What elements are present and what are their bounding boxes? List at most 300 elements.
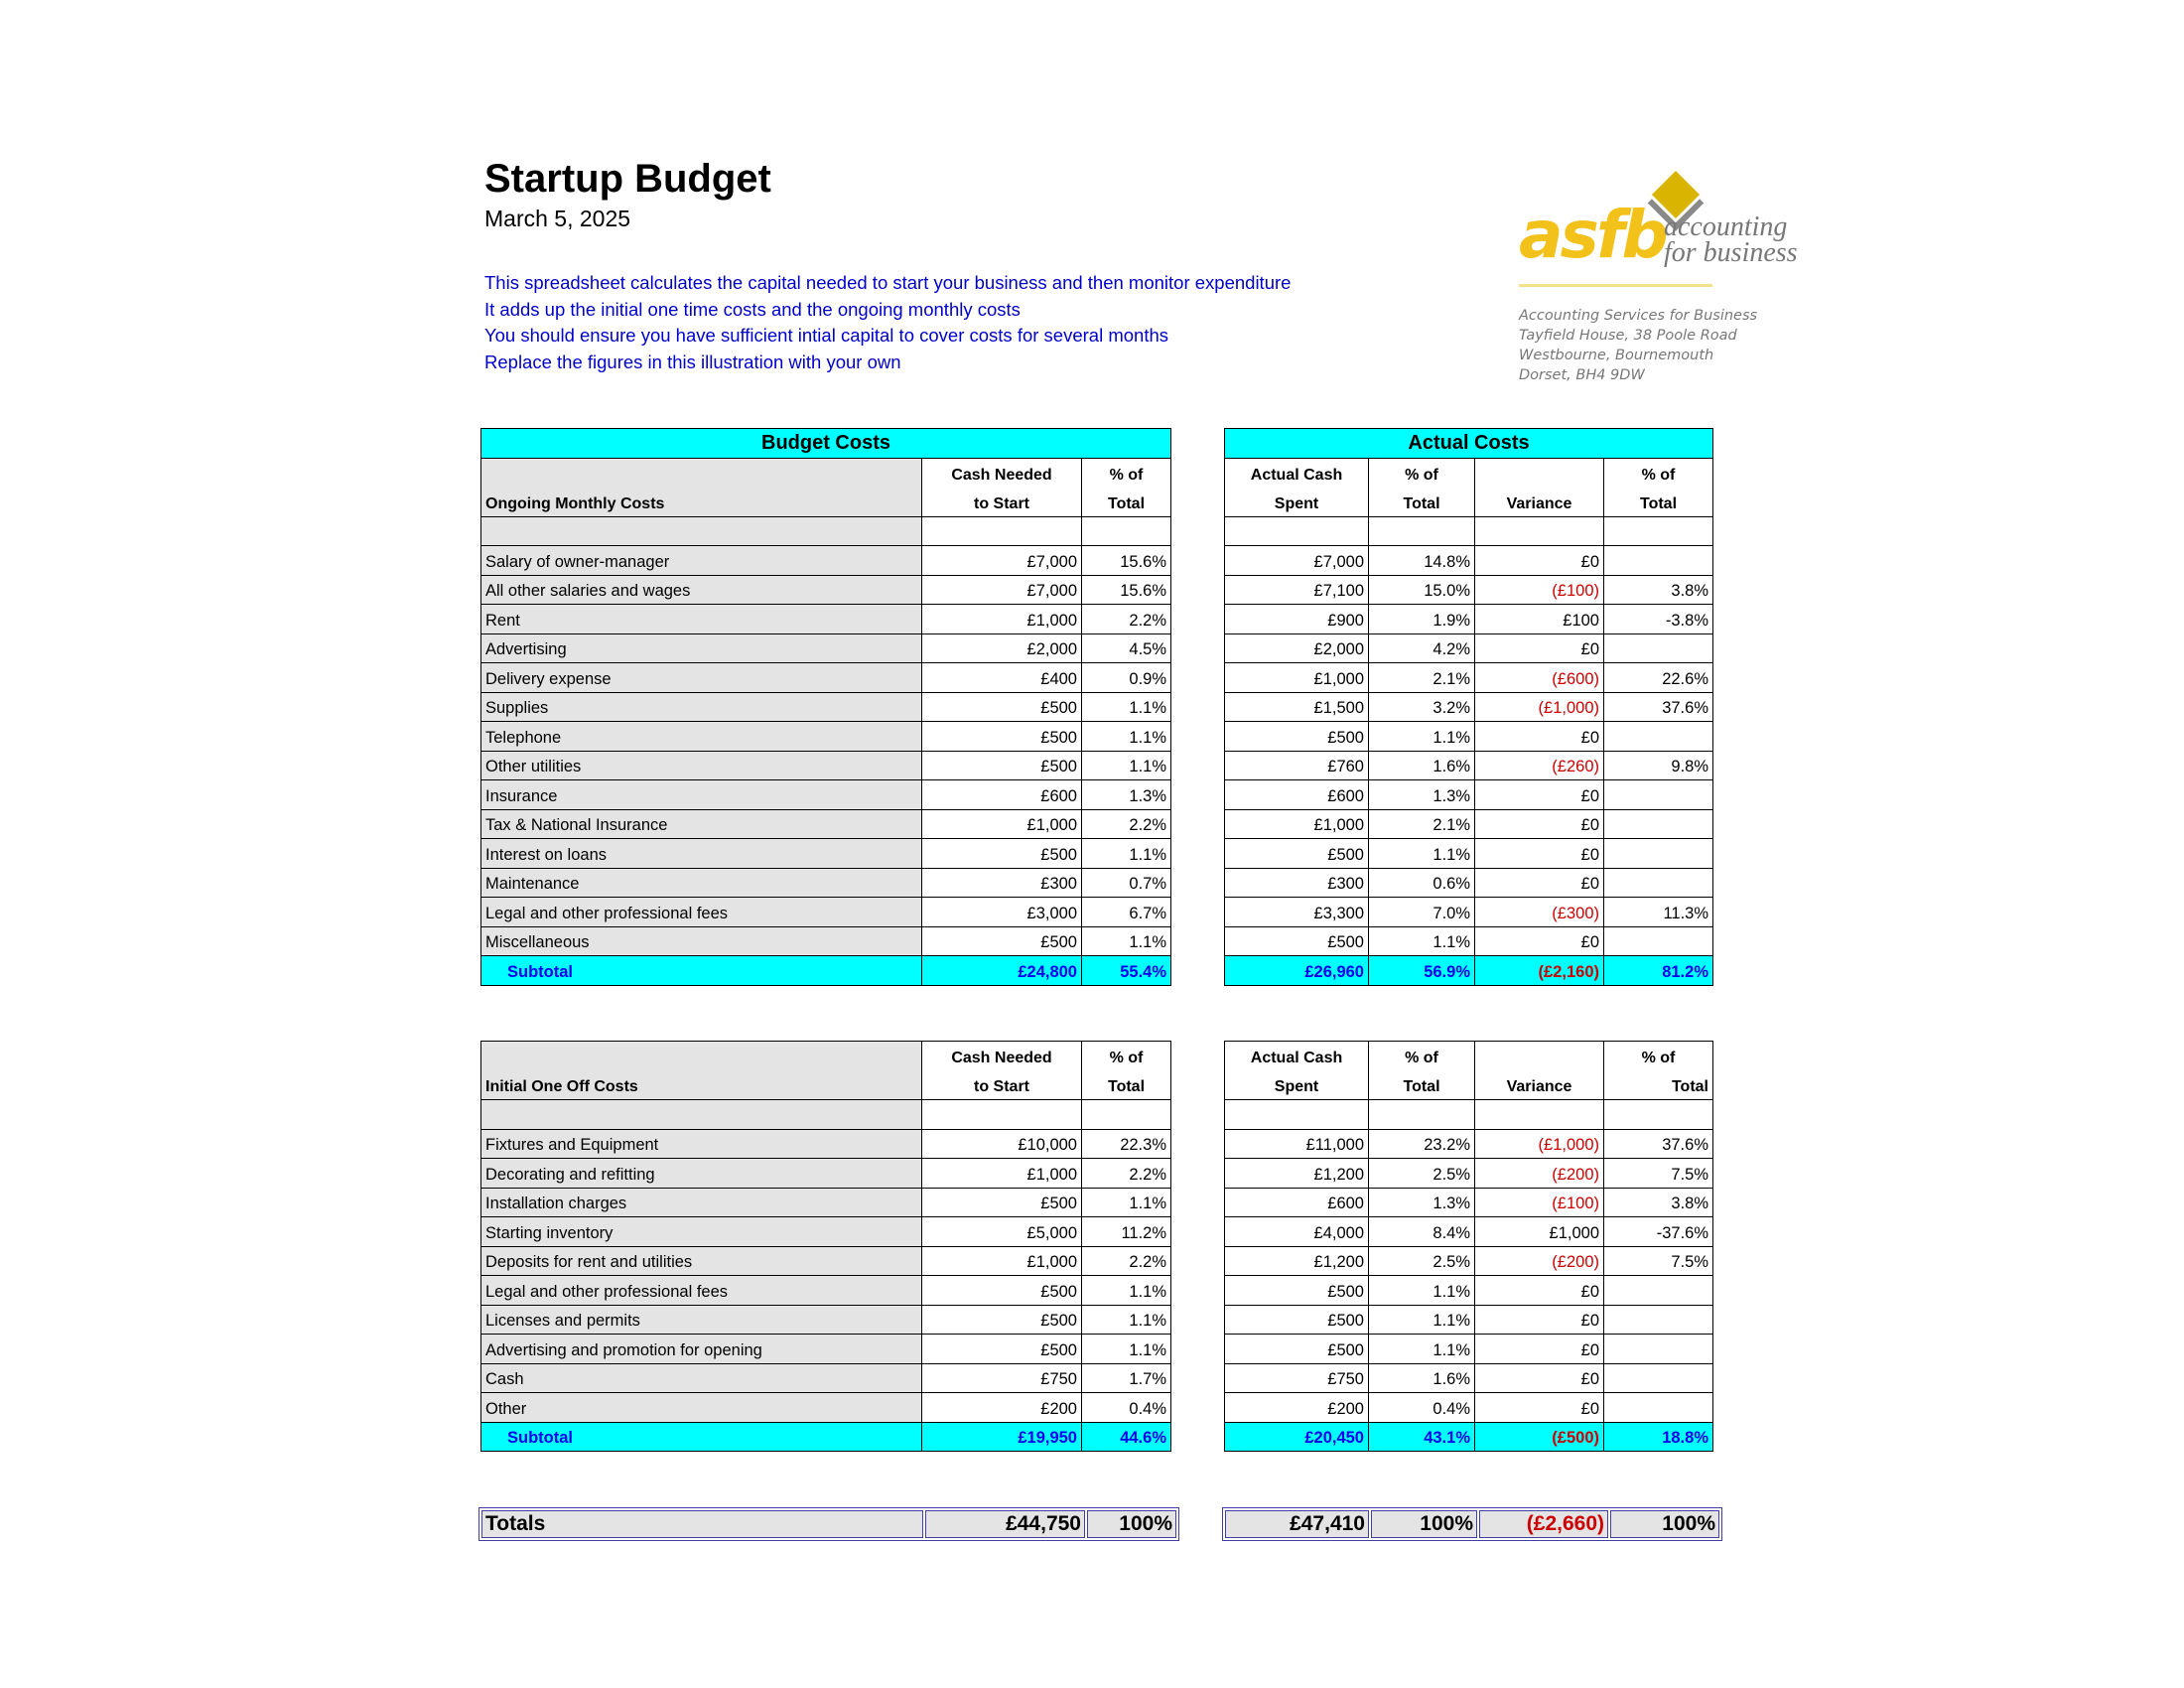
- page-date: March 5, 2025: [484, 206, 631, 231]
- cost-item-label: Tax & National Insurance: [481, 809, 922, 839]
- actual-pct-value: 8.4%: [1369, 1217, 1475, 1247]
- header-blank: [481, 458, 922, 488]
- table-row: [481, 1276, 1171, 1306]
- col-to-start: to Start: [922, 1070, 1082, 1100]
- variance-value: £100: [1475, 605, 1604, 634]
- col-to-start: to Start: [922, 488, 1082, 517]
- cost-item-label: Fixtures and Equipment: [481, 1129, 922, 1159]
- cash-needed-value: £500: [922, 839, 1082, 869]
- logo-address-line: Westbourne, Bournemouth: [1519, 348, 1714, 363]
- cash-needed-value: £2,000: [922, 633, 1082, 663]
- actual-pct-value: 15.0%: [1369, 575, 1475, 605]
- budget-pct-value: 15.6%: [1082, 575, 1171, 605]
- actual-cash-value: £500: [1225, 1276, 1369, 1306]
- variance-value: £0: [1475, 868, 1604, 898]
- budget-pct-value: 2.2%: [1082, 605, 1171, 634]
- table-row: [1225, 898, 1713, 927]
- spacer-cell: [1225, 1100, 1369, 1130]
- cost-item-label: Subtotal: [481, 1422, 922, 1452]
- variance-value: £0: [1475, 809, 1604, 839]
- actual-pct-value: 1.9%: [1369, 605, 1475, 634]
- actual-pct-value: 1.1%: [1369, 1305, 1475, 1335]
- variance-value: £1,000: [1475, 1217, 1604, 1247]
- table-row: [481, 839, 1171, 869]
- logo-tagline-line: accounting: [1664, 211, 1788, 242]
- actual-cash-value: £4,000: [1225, 1217, 1369, 1247]
- actual-cash-value: £2,000: [1225, 633, 1369, 663]
- cost-item-label: Insurance: [481, 780, 922, 810]
- table-row: [481, 898, 1171, 927]
- col-pct: % of: [1604, 1042, 1713, 1071]
- table-row: [481, 546, 1171, 576]
- actual-cash-value: £500: [1225, 1305, 1369, 1335]
- cash-needed-value: £500: [922, 751, 1082, 780]
- table-row: [1225, 633, 1713, 663]
- budget-pct-value: 44.6%: [1082, 1422, 1171, 1452]
- variance-pct-value: [1604, 926, 1713, 956]
- actual-pct-value: 1.1%: [1369, 722, 1475, 752]
- budget-pct-value: 1.1%: [1082, 1188, 1171, 1217]
- variance-pct-value: 81.2%: [1604, 956, 1713, 986]
- actual-pct-value: 1.1%: [1369, 926, 1475, 956]
- budget-pct-value: 1.1%: [1082, 926, 1171, 956]
- budget-totals-row: [478, 1507, 1179, 1541]
- section-label: Initial One Off Costs: [481, 1070, 922, 1100]
- variance-value: (£100): [1475, 1188, 1604, 1217]
- col-total: Total: [1082, 488, 1171, 517]
- budget-pct-value: 1.3%: [1082, 780, 1171, 810]
- table-row: [1225, 868, 1713, 898]
- variance-pct-value: 18.8%: [1604, 1422, 1713, 1452]
- variance-pct-value: 37.6%: [1604, 692, 1713, 722]
- variance-value: (£500): [1475, 1422, 1604, 1452]
- actual-cash-value: £500: [1225, 839, 1369, 869]
- cost-item-label: Other utilities: [481, 751, 922, 780]
- variance-value: (£1,000): [1475, 692, 1604, 722]
- variance-pct-value: 9.8%: [1604, 751, 1713, 780]
- table-row: [1225, 546, 1713, 576]
- table-row: [481, 751, 1171, 780]
- actual-cash-value: £500: [1225, 1335, 1369, 1364]
- intro-line: This spreadsheet calculates the capital needed to start your business and then monitor expenditure: [484, 272, 1292, 293]
- actual-cash-value: £600: [1225, 780, 1369, 810]
- variance-pct-value: [1604, 633, 1713, 663]
- variance-pct-value: [1604, 1335, 1713, 1364]
- budget-pct-value: 1.1%: [1082, 692, 1171, 722]
- totals-budget: £44,750: [925, 1510, 1085, 1538]
- subtotal-row: [481, 956, 1171, 986]
- variance-value: (£300): [1475, 898, 1604, 927]
- page-title: Startup Budget: [484, 157, 771, 201]
- actual-pct-value: 2.1%: [1369, 663, 1475, 693]
- variance-value: £0: [1475, 722, 1604, 752]
- table-row: [481, 1246, 1171, 1276]
- col-variance: Variance: [1475, 488, 1604, 517]
- cost-item-label: Legal and other professional fees: [481, 898, 922, 927]
- table-row: [1225, 1393, 1713, 1423]
- variance-pct-value: 22.6%: [1604, 663, 1713, 693]
- cost-item-label: Interest on loans: [481, 839, 922, 869]
- budget-pct-value: 2.2%: [1082, 1246, 1171, 1276]
- cost-item-label: Delivery expense: [481, 663, 922, 693]
- col-cash-needed: Cash Needed: [922, 1042, 1082, 1071]
- variance-value: (£2,160): [1475, 956, 1604, 986]
- cash-needed-value: £500: [922, 692, 1082, 722]
- cash-needed-value: £500: [922, 926, 1082, 956]
- col-actual-cash: Actual Cash: [1225, 458, 1369, 488]
- actual-pct-value: 2.5%: [1369, 1246, 1475, 1276]
- variance-value: (£200): [1475, 1246, 1604, 1276]
- header-blank: [481, 1042, 922, 1071]
- cost-item-label: Decorating and refitting: [481, 1159, 922, 1189]
- table-row: [1225, 1188, 1713, 1217]
- col-blank: [1475, 458, 1604, 488]
- logo-address: [1519, 306, 1757, 385]
- spacer-cell: [922, 1100, 1082, 1130]
- totals-actual-pct: 100%: [1371, 1510, 1477, 1538]
- cost-item-label: Supplies: [481, 692, 922, 722]
- variance-pct-value: [1604, 809, 1713, 839]
- logo-address-line: Tayfield House, 38 Poole Road: [1519, 328, 1737, 344]
- budget-pct-value: 22.3%: [1082, 1129, 1171, 1159]
- table-row: [481, 926, 1171, 956]
- actual-pct-value: 43.1%: [1369, 1422, 1475, 1452]
- spacer-cell: [481, 1100, 922, 1130]
- table-row: [481, 1305, 1171, 1335]
- table-row: [481, 1363, 1171, 1393]
- variance-value: £0: [1475, 546, 1604, 576]
- variance-value: (£1,000): [1475, 1129, 1604, 1159]
- variance-pct-value: [1604, 780, 1713, 810]
- col-variance: Variance: [1475, 1070, 1604, 1100]
- table-row: [1225, 1159, 1713, 1189]
- intro-line: You should ensure you have sufficient intial capital to cover costs for several months: [484, 325, 1168, 346]
- cost-item-label: Legal and other professional fees: [481, 1276, 922, 1306]
- budget-pct-value: 4.5%: [1082, 633, 1171, 663]
- cash-needed-value: £10,000: [922, 1129, 1082, 1159]
- actual-cash-value: £300: [1225, 868, 1369, 898]
- table-row: [1225, 1305, 1713, 1335]
- actual-cash-value: £500: [1225, 722, 1369, 752]
- cost-item-label: Advertising: [481, 633, 922, 663]
- variance-value: (£600): [1475, 663, 1604, 693]
- table-row: [1225, 692, 1713, 722]
- actual-cash-value: £7,100: [1225, 575, 1369, 605]
- table-row: [481, 1335, 1171, 1364]
- budget-monthly-table: [480, 428, 1171, 986]
- col-total: Total: [1604, 1070, 1713, 1100]
- variance-value: £0: [1475, 926, 1604, 956]
- col-total: Total: [1369, 488, 1475, 517]
- budget-pct-value: 1.1%: [1082, 1276, 1171, 1306]
- variance-pct-value: 11.3%: [1604, 898, 1713, 927]
- variance-value: £0: [1475, 1393, 1604, 1423]
- col-total: Total: [1369, 1070, 1475, 1100]
- intro-line: It adds up the initial one time costs and the ongoing monthly costs: [484, 298, 1021, 320]
- logo-address-line: Dorset, BH4 9DW: [1519, 367, 1645, 383]
- spacer-cell: [1604, 516, 1713, 546]
- table-row: [481, 1393, 1171, 1423]
- actual-oneoff-table: [1224, 1041, 1713, 1452]
- col-cash-needed: Cash Needed: [922, 458, 1082, 488]
- spacer-cell: [1082, 516, 1171, 546]
- variance-pct-value: [1604, 1393, 1713, 1423]
- table-row: [1225, 663, 1713, 693]
- variance-value: (£260): [1475, 751, 1604, 780]
- table-row: [1225, 809, 1713, 839]
- spacer-cell: [1225, 516, 1369, 546]
- table-row: [1225, 1335, 1713, 1364]
- subtotal-row: [481, 1422, 1171, 1452]
- actual-cash-value: £200: [1225, 1393, 1369, 1423]
- table-row: [1225, 751, 1713, 780]
- col-total: Total: [1604, 488, 1713, 517]
- cash-needed-value: £300: [922, 868, 1082, 898]
- table-row: [481, 722, 1171, 752]
- actual-cash-value: £900: [1225, 605, 1369, 634]
- table-row: [481, 575, 1171, 605]
- cost-item-label: Miscellaneous: [481, 926, 922, 956]
- actual-cash-value: £1,500: [1225, 692, 1369, 722]
- actual-pct-value: 4.2%: [1369, 633, 1475, 663]
- actual-pct-value: 14.8%: [1369, 546, 1475, 576]
- table-row: [1225, 722, 1713, 752]
- logo-divider: [1519, 284, 1712, 287]
- col-spent: Spent: [1225, 1070, 1369, 1100]
- cost-item-label: Licenses and permits: [481, 1305, 922, 1335]
- cost-item-label: Deposits for rent and utilities: [481, 1246, 922, 1276]
- col-spent: Spent: [1225, 488, 1369, 517]
- actual-pct-value: 1.6%: [1369, 751, 1475, 780]
- cash-needed-value: £7,000: [922, 575, 1082, 605]
- actual-pct-value: 23.2%: [1369, 1129, 1475, 1159]
- actual-pct-value: 1.3%: [1369, 780, 1475, 810]
- table-row: [1225, 1217, 1713, 1247]
- actual-cash-value: £1,200: [1225, 1159, 1369, 1189]
- cost-item-label: Maintenance: [481, 868, 922, 898]
- variance-value: (£100): [1475, 575, 1604, 605]
- actual-pct-value: 1.1%: [1369, 1335, 1475, 1364]
- logo-address-line: Accounting Services for Business: [1519, 308, 1758, 324]
- cash-needed-value: £5,000: [922, 1217, 1082, 1247]
- budget-pct-value: 1.7%: [1082, 1363, 1171, 1393]
- cash-needed-value: £750: [922, 1363, 1082, 1393]
- totals-variance: (£2,660): [1479, 1510, 1608, 1538]
- spacer-cell: [1475, 1100, 1604, 1130]
- table-row: [481, 868, 1171, 898]
- cash-needed-value: £24,800: [922, 956, 1082, 986]
- cost-item-label: Telephone: [481, 722, 922, 752]
- actual-pct-value: 7.0%: [1369, 898, 1475, 927]
- cash-needed-value: £400: [922, 663, 1082, 693]
- col-actual-cash: Actual Cash: [1225, 1042, 1369, 1071]
- cash-needed-value: £500: [922, 722, 1082, 752]
- budget-pct-value: 1.1%: [1082, 722, 1171, 752]
- cash-needed-value: £500: [922, 1305, 1082, 1335]
- variance-pct-value: [1604, 1276, 1713, 1306]
- subtotal-row: [1225, 1422, 1713, 1452]
- table-row: [1225, 839, 1713, 869]
- variance-value: £0: [1475, 1276, 1604, 1306]
- budget-pct-value: 2.2%: [1082, 809, 1171, 839]
- table-row: [481, 780, 1171, 810]
- actual-pct-value: 56.9%: [1369, 956, 1475, 986]
- budget-oneoff-table: [480, 1041, 1171, 1452]
- intro-text: [484, 270, 1291, 375]
- variance-value: £0: [1475, 839, 1604, 869]
- cash-needed-value: £500: [922, 1188, 1082, 1217]
- totals-actual: £47,410: [1225, 1510, 1369, 1538]
- actual-pct-value: 0.4%: [1369, 1393, 1475, 1423]
- variance-value: £0: [1475, 1363, 1604, 1393]
- spacer-cell: [1604, 1100, 1713, 1130]
- actual-pct-value: 3.2%: [1369, 692, 1475, 722]
- budget-pct-value: 2.2%: [1082, 1159, 1171, 1189]
- budget-pct-value: 1.1%: [1082, 751, 1171, 780]
- cash-needed-value: £500: [922, 1276, 1082, 1306]
- actual-pct-value: 1.6%: [1369, 1363, 1475, 1393]
- table-row: [481, 692, 1171, 722]
- cost-item-label: Advertising and promotion for opening: [481, 1335, 922, 1364]
- spacer-cell: [1369, 516, 1475, 546]
- table-row: [481, 1129, 1171, 1159]
- table-row: [481, 605, 1171, 634]
- budget-pct-value: 0.9%: [1082, 663, 1171, 693]
- col-pct: % of: [1369, 1042, 1475, 1071]
- actual-cash-value: £1,200: [1225, 1246, 1369, 1276]
- actual-pct-value: 1.1%: [1369, 839, 1475, 869]
- table-row: [1225, 1129, 1713, 1159]
- variance-value: £0: [1475, 633, 1604, 663]
- actual-monthly-table: [1224, 428, 1713, 986]
- variance-pct-value: [1604, 868, 1713, 898]
- subtotal-row: [1225, 956, 1713, 986]
- actual-pct-value: 1.1%: [1369, 1276, 1475, 1306]
- budget-pct-value: 11.2%: [1082, 1217, 1171, 1247]
- table-row: [481, 1217, 1171, 1247]
- table-row: [1225, 1246, 1713, 1276]
- cost-item-label: Installation charges: [481, 1188, 922, 1217]
- cash-needed-value: £600: [922, 780, 1082, 810]
- budget-pct-value: 0.7%: [1082, 868, 1171, 898]
- spacer-cell: [481, 516, 922, 546]
- budget-pct-value: 15.6%: [1082, 546, 1171, 576]
- budget-pct-value: 1.1%: [1082, 1335, 1171, 1364]
- cost-item-label: Salary of owner-manager: [481, 546, 922, 576]
- actual-cash-value: £7,000: [1225, 546, 1369, 576]
- col-blank: [1475, 1042, 1604, 1071]
- actual-cash-value: £11,000: [1225, 1129, 1369, 1159]
- cash-needed-value: £200: [922, 1393, 1082, 1423]
- budget-pct-value: 55.4%: [1082, 956, 1171, 986]
- company-logo: [1519, 167, 1798, 397]
- cash-needed-value: £19,950: [922, 1422, 1082, 1452]
- variance-pct-value: 7.5%: [1604, 1246, 1713, 1276]
- logo-tagline-line: for business: [1664, 237, 1798, 268]
- totals-label: Totals: [481, 1510, 923, 1538]
- variance-pct-value: [1604, 722, 1713, 752]
- cost-item-label: Other: [481, 1393, 922, 1423]
- actual-pct-value: 0.6%: [1369, 868, 1475, 898]
- col-pct: % of: [1082, 1042, 1171, 1071]
- table-row: [1225, 780, 1713, 810]
- budget-costs-title: Budget Costs: [481, 429, 1171, 459]
- logo-wordmark: asfb: [1519, 197, 1666, 273]
- table-row: [1225, 1276, 1713, 1306]
- table-row: [1225, 605, 1713, 634]
- section-label: Ongoing Monthly Costs: [481, 488, 922, 517]
- table-row: [1225, 926, 1713, 956]
- variance-pct-value: [1604, 546, 1713, 576]
- cash-needed-value: £7,000: [922, 546, 1082, 576]
- table-row: [1225, 575, 1713, 605]
- cash-needed-value: £1,000: [922, 1246, 1082, 1276]
- cost-item-label: Rent: [481, 605, 922, 634]
- variance-value: £0: [1475, 780, 1604, 810]
- actual-cash-value: £750: [1225, 1363, 1369, 1393]
- cost-item-label: Subtotal: [481, 956, 922, 986]
- table-row: [1225, 1363, 1713, 1393]
- cost-item-label: All other salaries and wages: [481, 575, 922, 605]
- logo-tagline: [1664, 211, 1798, 268]
- col-pct: % of: [1604, 458, 1713, 488]
- cost-item-label: Cash: [481, 1363, 922, 1393]
- actual-costs-title: Actual Costs: [1225, 429, 1713, 459]
- table-row: [481, 663, 1171, 693]
- col-pct: % of: [1082, 458, 1171, 488]
- actual-cash-value: £500: [1225, 926, 1369, 956]
- budget-pct-value: 0.4%: [1082, 1393, 1171, 1423]
- spacer-cell: [922, 516, 1082, 546]
- actual-pct-value: 1.3%: [1369, 1188, 1475, 1217]
- variance-pct-value: 7.5%: [1604, 1159, 1713, 1189]
- cash-needed-value: £1,000: [922, 605, 1082, 634]
- budget-pct-value: 1.1%: [1082, 839, 1171, 869]
- intro-line: Replace the figures in this illustration with your own: [484, 351, 901, 372]
- spacer-cell: [1369, 1100, 1475, 1130]
- actual-cash-value: £760: [1225, 751, 1369, 780]
- spacer-cell: [1475, 516, 1604, 546]
- actual-totals-row: [1222, 1507, 1722, 1541]
- totals-variance-pct: 100%: [1610, 1510, 1719, 1538]
- variance-pct-value: 3.8%: [1604, 1188, 1713, 1217]
- variance-pct-value: [1604, 1305, 1713, 1335]
- actual-cash-value: £3,300: [1225, 898, 1369, 927]
- actual-pct-value: 2.1%: [1369, 809, 1475, 839]
- cost-item-label: Starting inventory: [481, 1217, 922, 1247]
- variance-value: £0: [1475, 1305, 1604, 1335]
- variance-pct-value: [1604, 839, 1713, 869]
- actual-cash-value: £1,000: [1225, 663, 1369, 693]
- cash-needed-value: £1,000: [922, 809, 1082, 839]
- table-row: [481, 809, 1171, 839]
- variance-pct-value: [1604, 1363, 1713, 1393]
- totals-budget-pct: 100%: [1087, 1510, 1176, 1538]
- actual-cash-value: £600: [1225, 1188, 1369, 1217]
- variance-pct-value: 37.6%: [1604, 1129, 1713, 1159]
- variance-pct-value: 3.8%: [1604, 575, 1713, 605]
- col-total: Total: [1082, 1070, 1171, 1100]
- budget-pct-value: 1.1%: [1082, 1305, 1171, 1335]
- actual-cash-value: £20,450: [1225, 1422, 1369, 1452]
- cash-needed-value: £3,000: [922, 898, 1082, 927]
- variance-pct-value: -3.8%: [1604, 605, 1713, 634]
- actual-cash-value: £26,960: [1225, 956, 1369, 986]
- table-row: [481, 633, 1171, 663]
- actual-cash-value: £1,000: [1225, 809, 1369, 839]
- cash-needed-value: £1,000: [922, 1159, 1082, 1189]
- actual-pct-value: 2.5%: [1369, 1159, 1475, 1189]
